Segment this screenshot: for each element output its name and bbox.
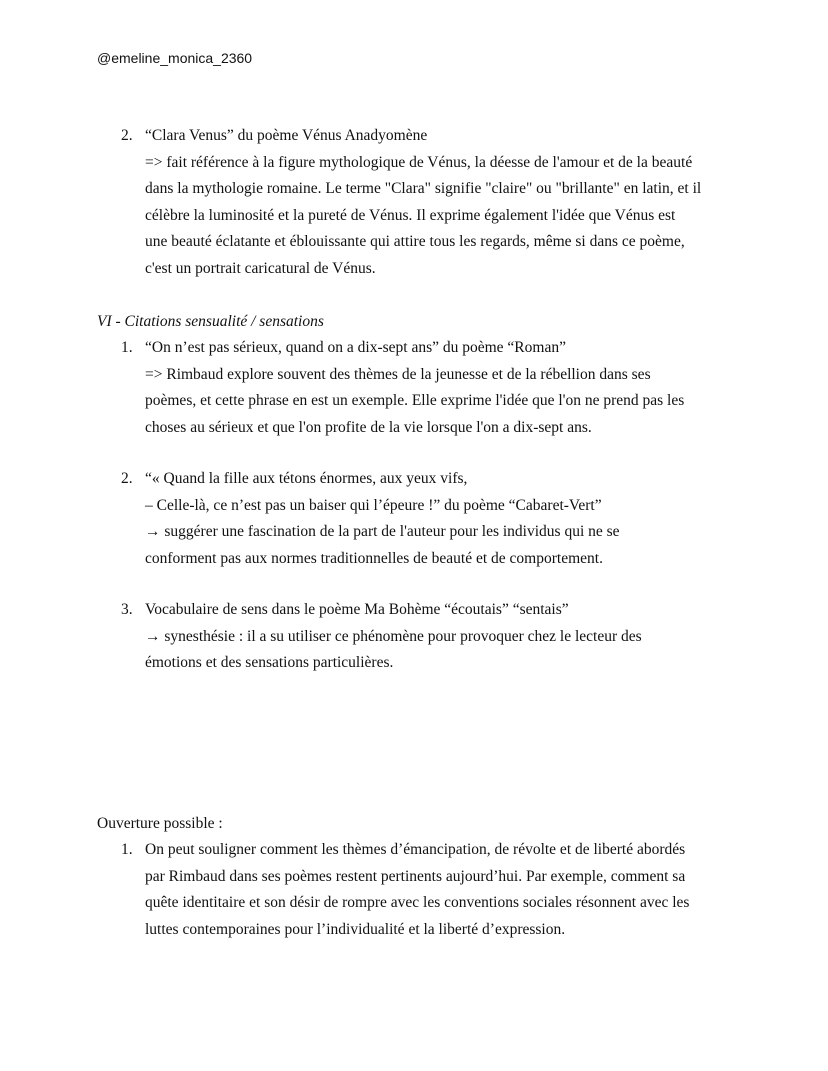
list-item-line: => fait référence à la figure mythologique de Vénus, la déesse de l'amour et de la beauté — [145, 153, 693, 171]
list-item-line: conforment pas aux normes traditionnelles de beauté et de comportement. — [145, 549, 603, 567]
list-item-line: luttes contemporaines pour l’individualité et la liberté d’expression. — [145, 920, 566, 938]
section-ouverture — [97, 811, 737, 838]
venus-section — [97, 123, 737, 282]
list-item-line: “On n’est pas sérieux, quand on a dix-sept ans” du poème “Roman” — [145, 339, 566, 356]
list-number: 2. — [121, 127, 133, 144]
list-item-line: “« Quand la fille aux tétons énormes, aux yeux vifs, — [145, 470, 468, 487]
list-item-line: émotions et des sensations particulières. — [145, 654, 394, 671]
list-item — [97, 466, 737, 572]
section-vi — [97, 309, 737, 336]
list-item-line: quête identitaire et son désir de rompre avec les conventions sociales résonnent avec les — [145, 894, 690, 911]
section-ouverture-item-1-block — [97, 837, 737, 943]
list-number: 1. — [121, 339, 133, 356]
list-item-line: “Clara Venus” du poème Vénus Anadyomène — [145, 127, 428, 144]
list-item-line: → suggérer une fascination de la part de l'auteur pour les individus qui ne se — [145, 523, 620, 540]
list-number: 3. — [121, 601, 133, 618]
list-number: 1. — [121, 841, 133, 858]
list-item-line: → synesthésie : il a su utiliser ce phénomène pour provoquer chez le lecteur des — [145, 627, 642, 645]
list-item-line: choses au sérieux et que l'on profite de la vie lorsque l'on a dix-sept ans. — [145, 418, 592, 436]
list-item-line: => Rimbaud explore souvent des thèmes de la jeunesse et de la rébellion dans ses — [145, 365, 651, 383]
section-vi-item-3-block — [97, 597, 737, 677]
list-item-line: célèbre la luminosité et la pureté de Vénus. Il exprime également l'idée que Vénus est — [145, 206, 676, 224]
author-handle: @emeline_monica_2360 — [97, 50, 253, 66]
section-vi-item-1-block — [97, 335, 737, 441]
list-item-line: On peut souligner comment les thèmes d’émancipation, de révolte et de liberté abordés — [145, 841, 686, 858]
section-heading: VI - Citations sensualité / sensations — [97, 313, 324, 330]
list-item-line: Vocabulaire de sens dans le poème Ma Bohème “écoutais” “sentais” — [145, 601, 569, 618]
section-vi-item-2-block — [97, 466, 737, 572]
list-item-line: c'est un portrait caricatural de Vénus. — [145, 259, 376, 277]
section-heading: Ouverture possible : — [97, 815, 223, 832]
list-item-line: une beauté éclatante et éblouissante qui attire tous les regards, même si dans ce poème, — [145, 233, 685, 250]
list-item-venus-2 — [97, 123, 737, 282]
list-item — [97, 837, 737, 943]
list-item — [97, 335, 737, 441]
list-item-line: par Rimbaud dans ses poèmes restent pertinents aujourd’hui. Par exemple, comment sa — [145, 867, 686, 885]
list-item-line: poèmes, et cette phrase en est un exemple. Elle exprime l'idée que l'on ne prend pas les — [145, 392, 685, 409]
list-item-line: dans la mythologie romaine. Le terme "Clara" signifie "claire" ou "brillante" en latin, et il — [145, 180, 702, 197]
list-number: 2. — [121, 470, 133, 487]
list-item — [97, 597, 737, 677]
list-item-line: – Celle-là, ce n’est pas un baiser qui l’épeure !” du poème “Cabaret-Vert” — [145, 496, 602, 514]
